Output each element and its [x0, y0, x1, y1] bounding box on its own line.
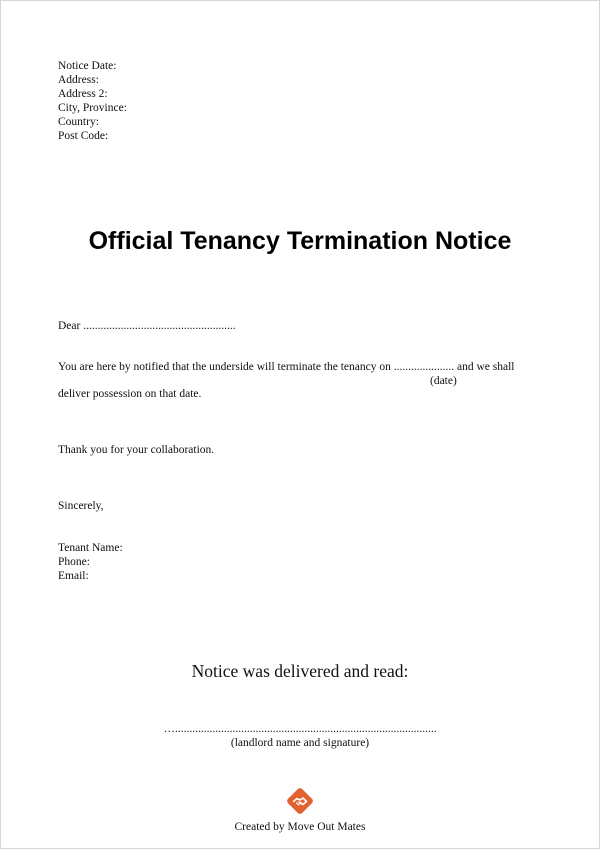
tenant-phone-label: Phone:: [58, 556, 90, 568]
city-province-label: City, Province:: [58, 102, 127, 114]
tenant-email-label: Email:: [58, 570, 89, 582]
signature-line: …...........................................................................................: [163, 723, 437, 735]
creator-credit: Created by Move Out Mates: [234, 821, 366, 833]
post-code-label: Post Code:: [58, 130, 109, 142]
notice-date-label: Notice Date:: [58, 60, 117, 72]
recipient-address-block: [58, 59, 127, 143]
tenant-name-label: Tenant Name:: [58, 542, 123, 554]
closing-line: Sincerely,: [58, 500, 104, 512]
tenant-contact-block: [58, 541, 123, 583]
country-label: Country:: [58, 116, 99, 128]
thanks-line: Thank you for your collaboration.: [58, 444, 215, 456]
notice-paragraph-line2: deliver possession on that date.: [58, 388, 202, 400]
signature-label: (landlord name and signature): [230, 737, 370, 749]
salutation: Dear .....................................................: [58, 320, 236, 332]
move-out-mates-logo-icon: [285, 786, 315, 816]
date-hint-label: (date): [430, 375, 457, 387]
address-label: Address:: [58, 74, 99, 86]
notice-paragraph-line1: You are here by notified that the underside will terminate the tenancy on ..................... and we shall: [58, 361, 515, 373]
address2-label: Address 2:: [58, 88, 108, 100]
delivery-heading: Notice was delivered and read:: [191, 661, 409, 681]
document-title: Official Tenancy Termination Notice: [88, 227, 512, 255]
